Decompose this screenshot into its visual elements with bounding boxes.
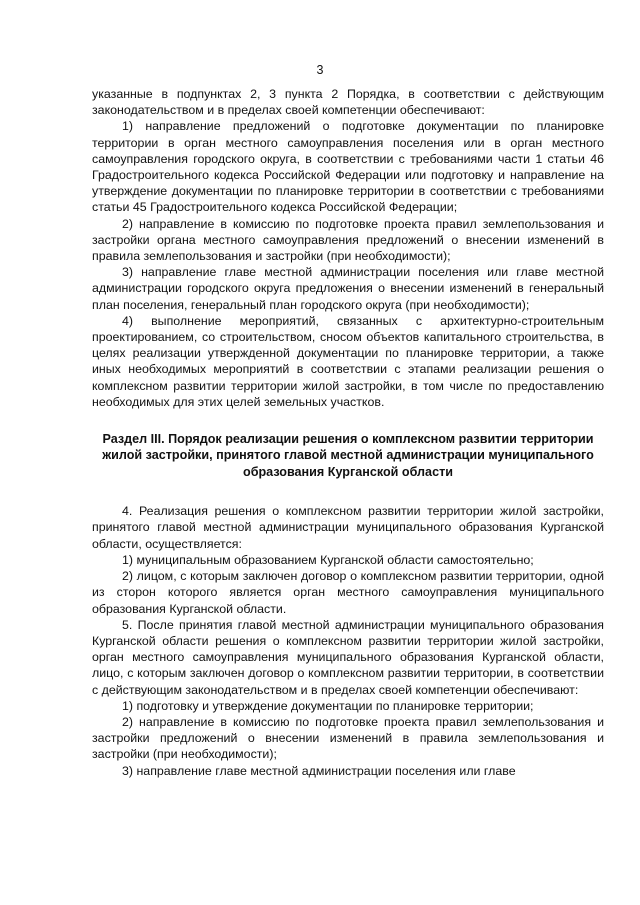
list-item-prepare-planning-documentation: 1) подготовку и утверждение документации по планировке территории; — [122, 698, 534, 713]
paragraph-4-implementation: 4. Реализация решения о комплексном развитии территории жилой застройки, принятого главой местной администрации муниципального образования Курганской области, осуществляется: — [92, 504, 604, 551]
list-item-commission-proposals: 2) направление в комиссию по подготовке проекта правил землепользования и застройки предложений о внесении изменений в правила землепользования и застройки (при необходимости); — [92, 714, 604, 762]
page-number: 3 — [316, 63, 324, 77]
list-item-contract-party: 2) лицом, с которым заключен договор о комплексном развитии территории, одной из сторон которого является орган местного самоуправления муниципального образования Курганской области. — [92, 569, 604, 616]
list-item-municipality-independently: 1) муниципальным образованием Курганской области самостоятельно; — [122, 552, 534, 567]
paragraph-5-after-decision: 5. После принятия главой местной администрации муниципального образования Курганской области решения о комплексном развитии территории жилой застройки, орган местного самоуправления муниципального образования Курганской области, лицо, с которым заключен договор о комплексном развитии территории, в соответствии с действующим законодательством и в пределах своей компетенции обеспечивают: — [92, 617, 604, 697]
paragraph-intro-continuation: указанные в подпунктах 2, 3 пункта 2 Порядка, в соответствии с действующим законодательством и в пределах своей компетенции обеспечивают: — [92, 87, 604, 118]
section-heading: Раздел III. Порядок реализации решения о комплексном развитии территории жилой застройки, принятого главой местной администрации муниципального образования Курганской области — [102, 432, 594, 479]
list-item-3-general-plan-proposal: 3) направление главе местной администрации поселения или главе местной администрации городского округа предложения о внесении изменений в генеральный план поселения, генеральный план городского округа (при необходимости); — [92, 265, 604, 312]
list-item-1-planning-documentation: 1) направление предложений о подготовке документации по планировке территории в орган местного самоуправления поселения или в орган местного самоуправления городского округа, в соответствии с требованиями части 1 статьи 46 Градостроительного кодекса Российской Федерации или подготовку и направление на утверждение документации по планировке территории в соответствии с требованиями статьи 45 Градостроительного кодекса Российской Федерации; — [92, 119, 604, 215]
document-body — [92, 86, 604, 779]
list-item-2-land-use-rules-commission: 2) направление в комиссию по подготовке проекта правил землепользования и застройки органа местного самоуправления предложений о внесении изменений в правила землепользования и застройки (при необходимости); — [92, 216, 604, 264]
list-item-4-construction-measures: 4) выполнение мероприятий, связанных с архитектурно-строительным проектированием, со строительством, сносом объектов капитального строительства, в целях реализации утвержденной документации по планировке территории, а также иных необходимых мероприятий в соответствии с этапами реализации решения о комплексном развитии территории жилой застройки, в том числе по предоставлению необходимых для этих целей земельных участков. — [92, 313, 604, 409]
list-item-head-administration-proposal: 3) направление главе местной администрации поселения или главе — [122, 763, 516, 778]
